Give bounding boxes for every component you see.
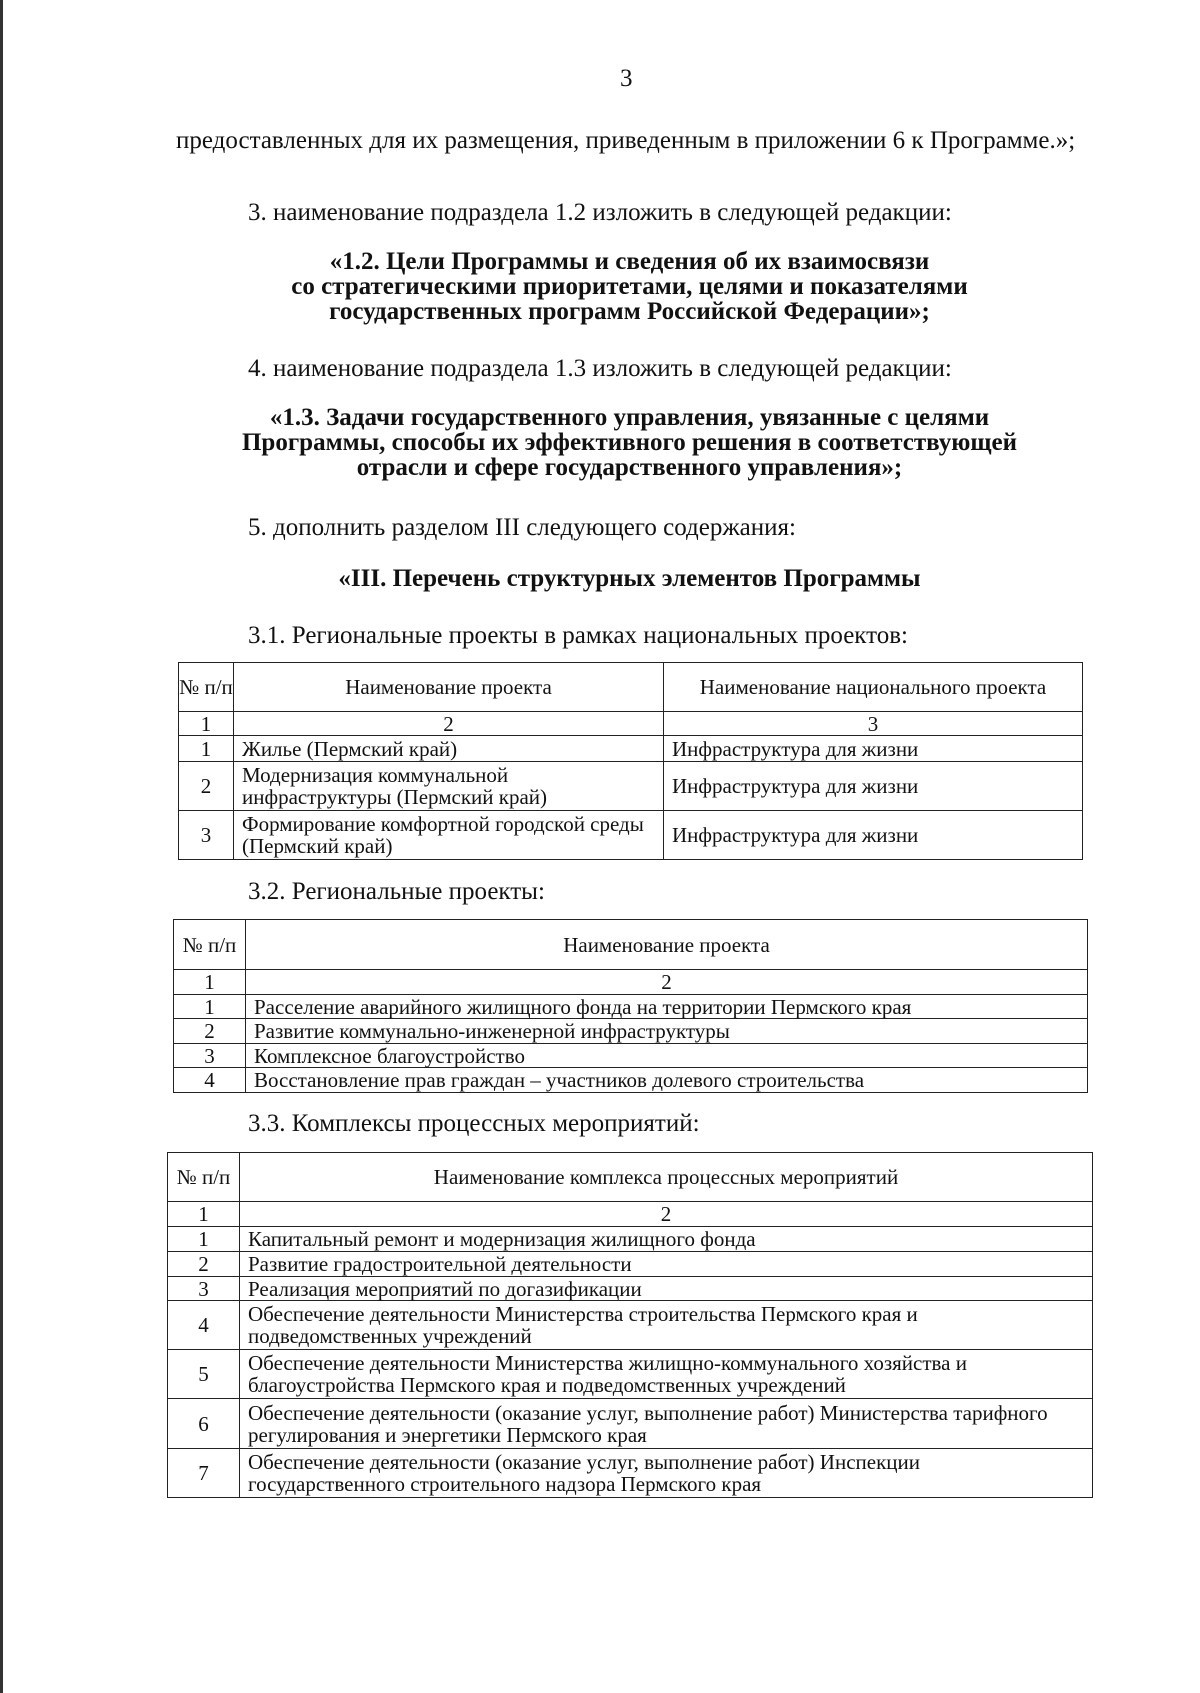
table-row bbox=[174, 1068, 1088, 1093]
table-row bbox=[168, 1301, 1093, 1350]
table-row bbox=[174, 995, 1088, 1019]
heading-line: «1.2. Цели Программы и сведения об их взаимосвязи bbox=[329, 248, 930, 275]
cell: 3 bbox=[179, 811, 234, 860]
cell: Обеспечение деятельности (оказание услуг, выполнение работ) Инспекции государственного строительного надзора Пермского края bbox=[240, 1449, 1093, 1498]
table-row bbox=[168, 1252, 1093, 1277]
column-numbering bbox=[179, 712, 1083, 736]
cell: Инфраструктура для жизни bbox=[664, 762, 1083, 811]
cell: 2 bbox=[179, 762, 234, 811]
cell: 6 bbox=[168, 1399, 240, 1449]
cell: Восстановление прав граждан – участников долевого строительства bbox=[246, 1068, 1088, 1093]
cell: Инфраструктура для жизни bbox=[664, 736, 1083, 762]
cell: 5 bbox=[168, 1350, 240, 1399]
cell: 3 bbox=[664, 712, 1083, 736]
paragraph-continuation: предоставленных для их размещения, приведенным в приложении 6 к Программе.»; bbox=[176, 127, 1076, 154]
item-5: 5. дополнить разделом III следующего содержания: bbox=[248, 514, 796, 541]
cell: Капитальный ремонт и модернизация жилищного фонда bbox=[240, 1227, 1093, 1252]
heading-section-3: «III. Перечень структурных элементов Программы bbox=[338, 565, 921, 592]
column-numbering bbox=[174, 970, 1088, 995]
cell: 2 bbox=[246, 970, 1088, 995]
heading-line: отрасли и сфере государственного управления»; bbox=[356, 454, 903, 481]
table-row bbox=[174, 1019, 1088, 1044]
table-row bbox=[168, 1227, 1093, 1252]
table-header bbox=[174, 920, 1088, 970]
heading-1-2 bbox=[176, 249, 1083, 324]
cell: 4 bbox=[168, 1301, 240, 1350]
item-4: 4. наименование подраздела 1.3 изложить в следующей редакции: bbox=[248, 355, 952, 382]
cell: Комплексное благоустройство bbox=[246, 1044, 1088, 1068]
section-3-2-title: 3.2. Региональные проекты: bbox=[248, 878, 545, 905]
table-regional-projects bbox=[173, 919, 1088, 1093]
cell: Обеспечение деятельности Министерства жилищно-коммунального хозяйства и благоустройства Пермского края и подведомственных учреждений bbox=[240, 1350, 1093, 1399]
cell: 4 bbox=[174, 1068, 246, 1093]
cell: 2 bbox=[174, 1019, 246, 1044]
cell: 2 bbox=[234, 712, 664, 736]
cell: 1 bbox=[168, 1202, 240, 1227]
cell: Развитие коммунально-инженерной инфраструктуры bbox=[246, 1019, 1088, 1044]
cell: Расселение аварийного жилищного фонда на территории Пермского края bbox=[246, 995, 1088, 1019]
cell: 1 bbox=[179, 712, 234, 736]
page-number: 3 bbox=[620, 65, 633, 92]
cell: 1 bbox=[174, 995, 246, 1019]
heading-line: государственных программ Российской Федерации»; bbox=[329, 298, 930, 325]
table-process-complexes bbox=[167, 1152, 1093, 1498]
table-row bbox=[168, 1350, 1093, 1399]
cell: 3 bbox=[174, 1044, 246, 1068]
header-complex-name: Наименование комплекса процессных мероприятий bbox=[240, 1153, 1093, 1202]
cell: 2 bbox=[168, 1252, 240, 1277]
table-row bbox=[174, 1044, 1088, 1068]
cell: Модернизация коммунальной инфраструктуры (Пермский край) bbox=[234, 762, 664, 811]
header-number: № п/п bbox=[179, 663, 234, 712]
cell: Обеспечение деятельности (оказание услуг, выполнение работ) Министерства тарифного регулирования и энергетики Пермского края bbox=[240, 1399, 1093, 1449]
heading-line: со стратегическими приоритетами, целями и показателями bbox=[291, 273, 968, 300]
cell: Формирование комфортной городской среды (Пермский край) bbox=[234, 811, 664, 860]
section-3-1-title: 3.1. Региональные проекты в рамках национальных проектов: bbox=[248, 622, 908, 649]
table-regional-national-projects bbox=[178, 662, 1083, 860]
header-national-project: Наименование национального проекта bbox=[664, 663, 1083, 712]
table-row bbox=[168, 1277, 1093, 1301]
header-number: № п/п bbox=[168, 1153, 240, 1202]
cell: 3 bbox=[168, 1277, 240, 1301]
heading-1-3 bbox=[176, 405, 1083, 480]
cell: 1 bbox=[174, 970, 246, 995]
item-3: 3. наименование подраздела 1.2 изложить в следующей редакции: bbox=[248, 199, 952, 226]
header-number: № п/п bbox=[174, 920, 246, 970]
column-numbering bbox=[168, 1202, 1093, 1227]
table-row bbox=[168, 1399, 1093, 1449]
table-row bbox=[179, 736, 1083, 762]
section-3-3-title: 3.3. Комплексы процессных мероприятий: bbox=[248, 1110, 700, 1137]
cell: Развитие градостроительной деятельности bbox=[240, 1252, 1093, 1277]
cell: 1 bbox=[168, 1227, 240, 1252]
heading-line: «1.3. Задачи государственного управления, увязанные с целями bbox=[269, 404, 990, 431]
cell: 1 bbox=[179, 736, 234, 762]
table-header bbox=[179, 663, 1083, 712]
cell: 2 bbox=[240, 1202, 1093, 1227]
cell: Обеспечение деятельности Министерства строительства Пермского края и подведомственных учреждений bbox=[240, 1301, 1093, 1350]
cell: 7 bbox=[168, 1449, 240, 1498]
heading-line: Программы, способы их эффективного решения в соответствующей bbox=[241, 429, 1018, 456]
cell: Инфраструктура для жизни bbox=[664, 811, 1083, 860]
cell: Реализация мероприятий по догазификации bbox=[240, 1277, 1093, 1301]
header-project-name: Наименование проекта bbox=[234, 663, 664, 712]
table-row bbox=[168, 1449, 1093, 1498]
table-row bbox=[179, 811, 1083, 860]
table-row bbox=[179, 762, 1083, 811]
cell: Жилье (Пермский край) bbox=[234, 736, 664, 762]
header-project-name: Наименование проекта bbox=[246, 920, 1088, 970]
table-header bbox=[168, 1153, 1093, 1202]
